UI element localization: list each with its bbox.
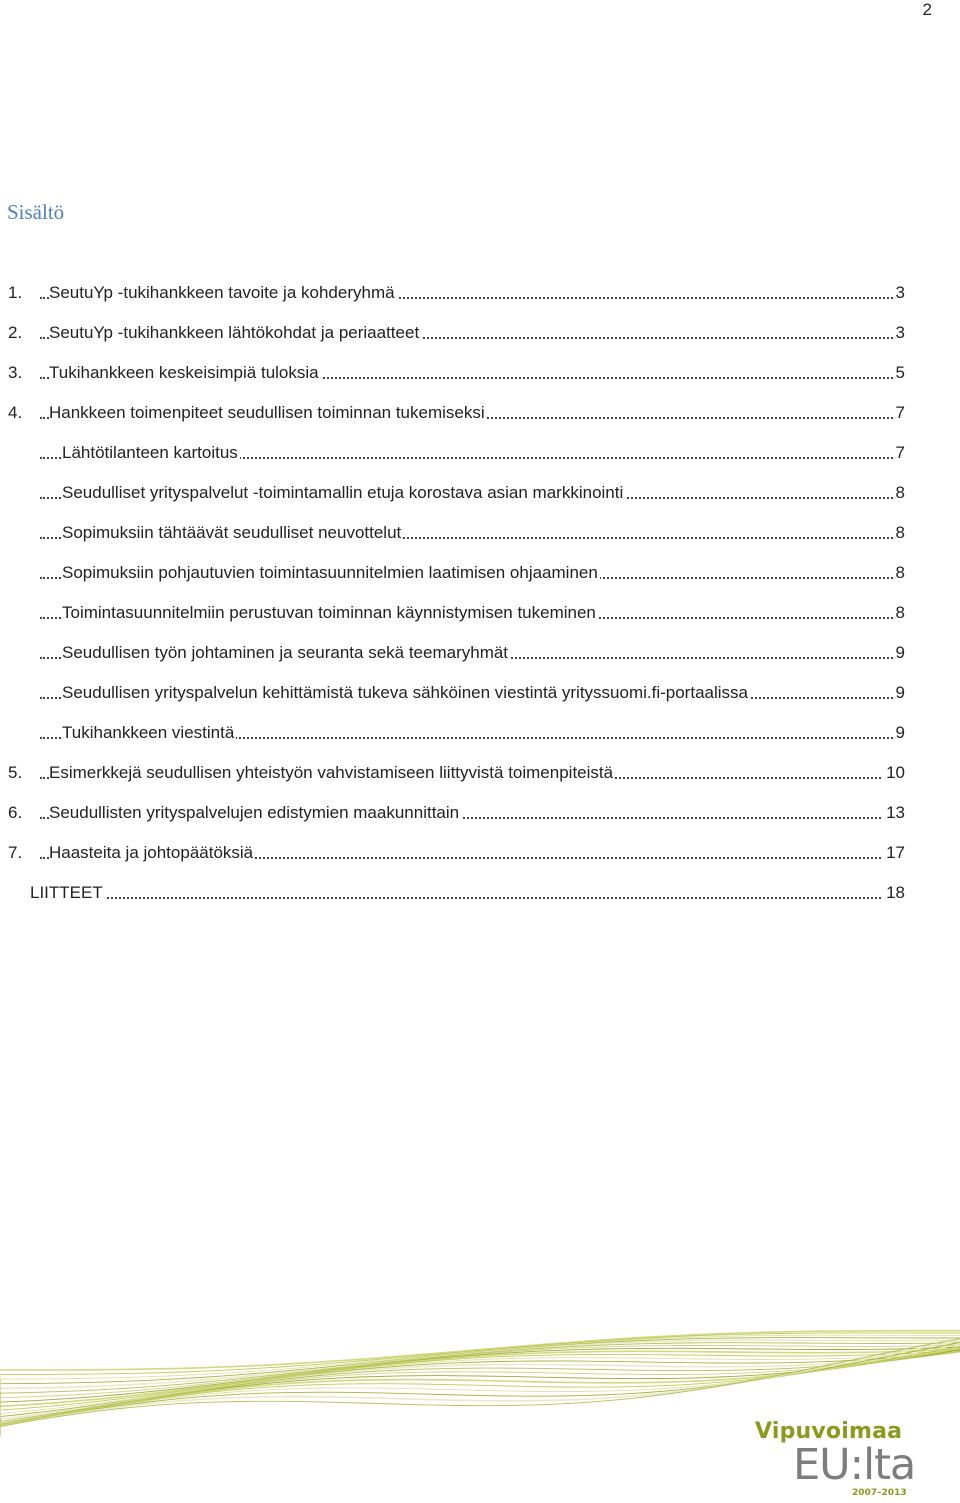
toc-entry-number: 4. (8, 403, 23, 422)
toc-entry-page: 18 (883, 883, 905, 903)
toc-entry-title[interactable]: Seudullisen yrityspalvelun kehittämistä tukeva sähköinen viestintä yrityssuomi.fi-portaalissa (62, 683, 748, 702)
logo-eulta: EU:lta (793, 1440, 916, 1490)
toc-entry-title[interactable]: SeutuYp -tukihankkeen tavoite ja kohderyhmä (49, 283, 395, 302)
toc-entry-title[interactable]: Hankkeen toimenpiteet seudullisen toiminnan tukemiseksi (49, 403, 485, 422)
toc-heading: Sisältö (7, 200, 65, 224)
dot-leader (40, 897, 900, 899)
toc-entry-number: 2. (8, 323, 23, 342)
toc-entry-number: 1. (8, 283, 23, 302)
toc-entry-number: 7. (8, 843, 23, 862)
toc-entry-title[interactable]: Esimerkkejä seudullisen yhteistyön vahvistamiseen liittyvistä toimenpiteistä (49, 763, 614, 782)
toc-entry[interactable] (0, 433, 960, 473)
toc-entry-number: 3. (8, 363, 23, 382)
toc-entry-page: 17 (883, 843, 905, 863)
toc-entry[interactable] (0, 353, 960, 393)
toc-entry[interactable] (0, 833, 960, 873)
toc-entry-page: 8 (893, 563, 905, 583)
toc-entry-page: 7 (893, 403, 905, 423)
table-of-contents (0, 273, 960, 913)
toc-entry-title[interactable]: LIITTEET (30, 883, 103, 902)
wave-line (0, 1345, 960, 1428)
toc-entry[interactable] (0, 513, 960, 553)
toc-entry[interactable] (0, 673, 960, 713)
toc-entry-page: 9 (893, 643, 905, 663)
toc-entry[interactable] (0, 633, 960, 673)
toc-entry-page: 3 (893, 283, 905, 303)
toc-entry-page: 8 (893, 603, 905, 623)
toc-entry-page: 8 (893, 483, 905, 503)
toc-entry-title[interactable]: Sopimuksiin pohjautuvien toimintasuunnitelmien laatimisen ohjaaminen (62, 563, 598, 582)
toc-entry-page: 10 (883, 763, 905, 783)
logo-years: 2007–2013 (852, 1488, 907, 1498)
wave-line (0, 1346, 960, 1425)
toc-entry[interactable] (0, 793, 960, 833)
toc-entry-title[interactable]: Haasteita ja johtopäätöksiä (49, 843, 254, 862)
toc-entry-page: 7 (893, 443, 905, 463)
toc-entry-title[interactable]: Seudullisten yrityspalvelujen edistymien maakunnittain (49, 803, 460, 822)
toc-entry[interactable] (0, 713, 960, 753)
toc-entry-title[interactable]: Tukihankkeen keskeisimpiä tuloksia (49, 363, 319, 382)
toc-entry-number: 5. (8, 763, 23, 782)
toc-entry-title[interactable]: SeutuYp -tukihankkeen lähtökohdat ja periaatteet (49, 323, 420, 342)
toc-entry[interactable] (0, 393, 960, 433)
logo-vipuvoimaa: Vipuvoimaa (755, 1419, 903, 1444)
wave-line (0, 1335, 960, 1379)
toc-entry-page: 8 (893, 523, 905, 543)
toc-entry[interactable] (0, 313, 960, 353)
toc-entry[interactable] (0, 473, 960, 513)
toc-entry-title[interactable]: Sopimuksiin tähtäävät seudulliset neuvottelut (62, 523, 402, 542)
toc-entry-title[interactable]: Seudullisen työn johtaminen ja seuranta sekä teemaryhmät (62, 643, 509, 662)
toc-entry-number: 6. (8, 803, 23, 822)
toc-entry[interactable] (0, 873, 960, 913)
toc-entry-page: 5 (893, 363, 905, 383)
toc-entry[interactable] (0, 753, 960, 793)
toc-entry[interactable] (0, 593, 960, 633)
toc-entry[interactable] (0, 273, 960, 313)
toc-entry-page: 9 (893, 723, 905, 743)
page-number: 2 (922, 0, 932, 19)
toc-entry[interactable] (0, 553, 960, 593)
toc-entry-title[interactable]: Lähtötilanteen kartoitus (62, 443, 238, 462)
toc-entry-page: 9 (893, 683, 905, 703)
toc-entry-page: 13 (883, 803, 905, 823)
toc-entry-page: 3 (893, 323, 905, 343)
toc-entry-title[interactable]: Toimintasuunnitelmiin perustuvan toiminnan käynnistymisen tukeminen (62, 603, 596, 622)
toc-entry-title[interactable]: Seudulliset yrityspalvelut -toimintamallin etuja korostava asian markkinointi (62, 483, 624, 502)
toc-entry-title[interactable]: Tukihankkeen viestintä (62, 723, 235, 742)
